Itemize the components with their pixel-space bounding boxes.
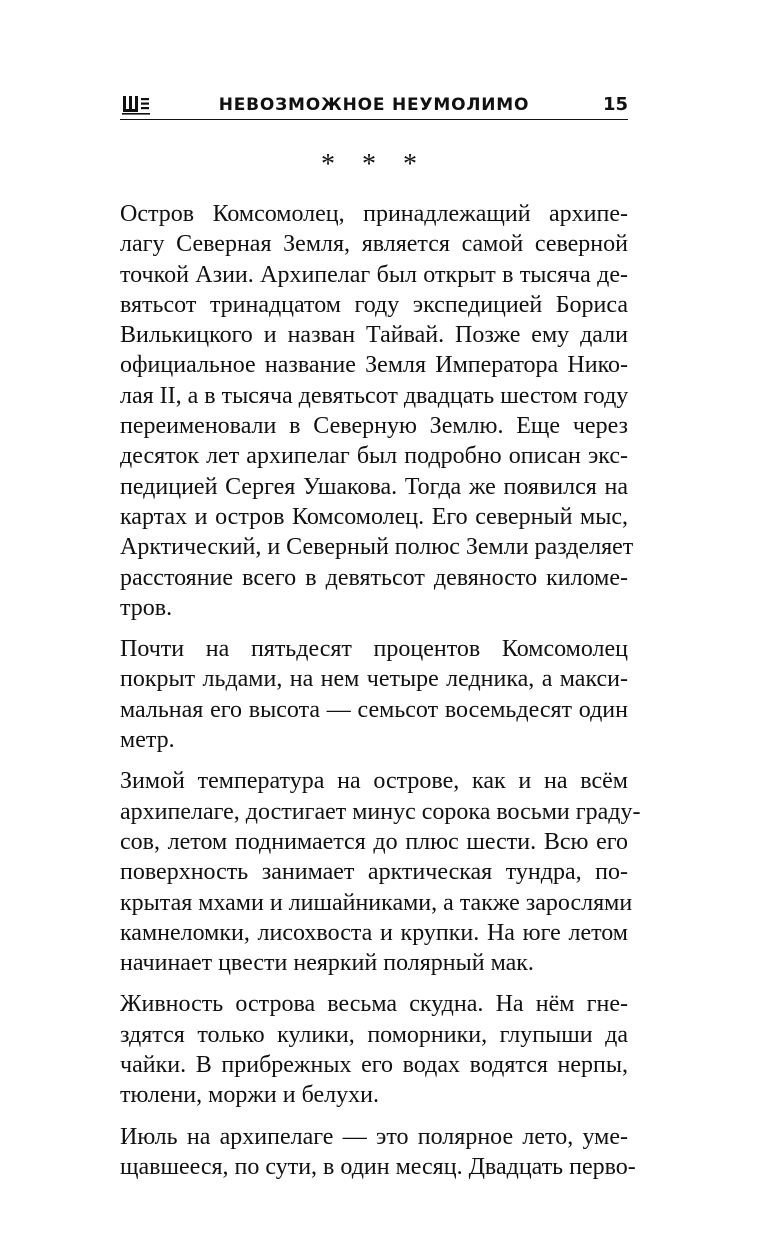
text-line: лагу Северная Земля, является самой северной: [120, 231, 628, 258]
text-line: архипелаге, достигает минус сорока восьми граду-: [120, 798, 641, 825]
text-line: Июль на архипелаге — это полярное лето, уме-: [120, 1123, 628, 1150]
text-line: Зимой температура на острове, как и на всём: [120, 768, 628, 795]
running-title: НЕВОЗМОЖНОЕ НЕУМОЛИМО: [218, 95, 530, 115]
text-line: Вилькицкого и назван Тайвай. Позже ему дали: [120, 322, 628, 349]
text-line: точкой Азии. Архипелаг был открыт в тысяча де-: [120, 261, 628, 288]
paragraph: [120, 634, 628, 755]
text-line: переименовали в Северную Землю. Еще через: [120, 413, 628, 440]
text-line: Живность острова весьма скудна. На нём гне-: [120, 991, 628, 1018]
header-rule: [120, 119, 628, 120]
running-header: [120, 92, 628, 122]
body-text: [120, 199, 641, 1193]
text-line: Почти на пятьдесят процентов Комсомолец: [120, 636, 628, 663]
text-line: поверхность занимает арктическая тундра, по-: [120, 859, 628, 886]
text-line: расстояние всего в девятьсот девяносто киломе-: [120, 564, 628, 591]
paragraph: [120, 766, 641, 978]
page-number: 15: [602, 94, 628, 115]
text-line: тюлени, моржи и белухи.: [120, 1082, 379, 1109]
text-line: здятся только кулики, поморники, глупыши да: [120, 1021, 628, 1048]
text-line: Остров Комсомолец, принадлежащий архипе-: [120, 201, 628, 227]
text-line: картах и остров Комсомолец. Его северный мыс,: [120, 503, 628, 530]
text-line: щавшееся, по сути, в один месяц. Двадцать перво-: [120, 1153, 636, 1180]
text-line: Арктический, и Северный полюс Земли разделяет: [120, 534, 634, 561]
text-line: официальное название Земля Императора Нико-: [120, 352, 628, 379]
text-line: крытая мхами и лишайниками, а также зарослями: [120, 889, 633, 916]
text-line: лая II, а в тысяча девятьсот двадцать шестом году: [120, 382, 629, 409]
paragraph: [120, 1122, 636, 1183]
text-line: мальная его высота — семьсот восемьдесят один: [120, 696, 628, 723]
text-line: метр.: [120, 727, 175, 754]
text-line: вятьсот тринадцатом году экспедицией Бориса: [120, 291, 628, 318]
text-line: покрыт льдами, на нем четыре ледника, а макси-: [120, 666, 628, 693]
text-line: чайки. В прибрежных его водах водятся нерпы,: [120, 1052, 628, 1079]
text-line: начинает цвести неяркий полярный мак.: [120, 950, 534, 977]
text-line: камнеломки, лисохвоста и крупки. На юге летом: [120, 919, 628, 946]
text-line: десяток лет архипелаг был подробно описан экс-: [120, 443, 628, 470]
text-line: сов, летом поднимается до плюс шести. Всю его: [120, 828, 628, 855]
paragraph: [120, 199, 634, 623]
text-line: тров.: [120, 594, 173, 621]
text-line: педицией Сергея Ушакова. Тогда же появился на: [120, 473, 628, 500]
section-break: * * *: [321, 149, 427, 180]
paragraph: [120, 989, 628, 1110]
